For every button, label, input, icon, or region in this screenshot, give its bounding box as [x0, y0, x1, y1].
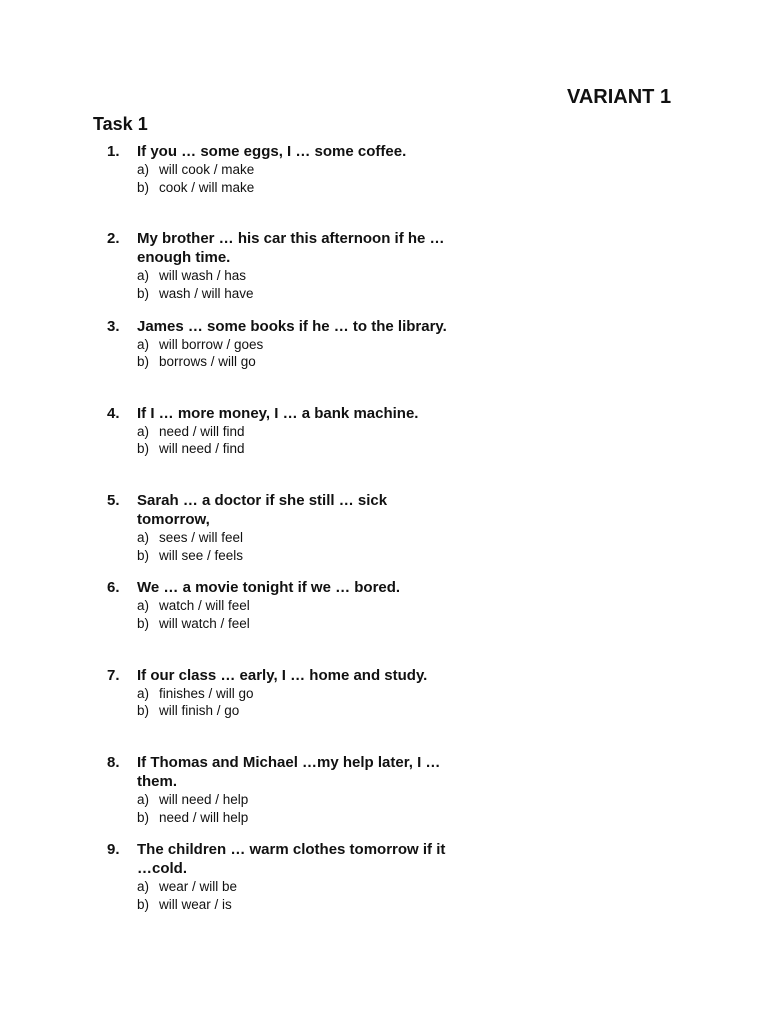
- option-text: will finish / go: [159, 703, 240, 719]
- answer-option[interactable]: [137, 440, 467, 458]
- question-item: [107, 404, 467, 491]
- question-item: [107, 229, 467, 316]
- answer-option[interactable]: [137, 615, 467, 633]
- question-text: Sarah … a doctor if she still … sick tomorrow,: [137, 492, 388, 529]
- option-text: watch / will feel: [159, 598, 250, 614]
- option-text: will need / find: [159, 441, 245, 457]
- question-item: [107, 666, 467, 753]
- option-text: need / will find: [159, 423, 245, 439]
- answer-option[interactable]: [137, 336, 467, 354]
- answer-option[interactable]: [137, 423, 467, 441]
- answer-option[interactable]: [137, 809, 467, 827]
- question-number: 7.: [107, 666, 120, 684]
- option-text: borrows / will go: [159, 354, 256, 370]
- question-list: [107, 142, 467, 928]
- answer-option[interactable]: [137, 353, 467, 371]
- answer-option[interactable]: [137, 161, 467, 179]
- question-item: [107, 142, 467, 229]
- option-text: will borrow / goes: [159, 336, 264, 352]
- option-letter: b): [137, 896, 150, 912]
- question-text: If you … some eggs, I … some coffee.: [137, 143, 407, 160]
- variant-title: VARIANT 1: [567, 86, 672, 108]
- question-number: 8.: [107, 754, 120, 772]
- question-number: 9.: [107, 841, 120, 859]
- option-text: will wear / is: [159, 896, 232, 912]
- option-letter: a): [137, 792, 150, 808]
- option-text: need / will help: [159, 809, 249, 825]
- option-text: finishes / will go: [159, 685, 254, 701]
- option-letter: b): [137, 179, 150, 195]
- option-letter: b): [137, 615, 150, 631]
- option-letter: b): [137, 285, 150, 301]
- option-text: will cook / make: [159, 162, 255, 177]
- answer-option[interactable]: [137, 791, 467, 809]
- option-text: will watch / feel: [159, 615, 250, 631]
- answer-option[interactable]: [137, 878, 467, 896]
- answer-option[interactable]: [137, 547, 467, 565]
- answer-option[interactable]: [137, 285, 467, 303]
- question-number: 2.: [107, 230, 120, 248]
- option-letter: b): [137, 441, 150, 457]
- answer-option[interactable]: [137, 529, 467, 547]
- answer-option[interactable]: [137, 896, 467, 914]
- option-letter: a): [137, 685, 150, 701]
- option-letter: a): [137, 879, 150, 895]
- question-text: We … a movie tonight if we … bored.: [137, 579, 401, 597]
- task-title: Task 1: [93, 114, 148, 134]
- option-letter: a): [137, 268, 150, 284]
- option-letter: a): [137, 162, 150, 177]
- answer-option[interactable]: [137, 267, 467, 285]
- question-text: James … some books if he … to the library.: [137, 317, 447, 335]
- answer-option[interactable]: [137, 179, 467, 197]
- option-text: wear / will be: [159, 879, 238, 895]
- option-text: sees / will feel: [159, 530, 244, 546]
- answer-option[interactable]: [137, 702, 467, 720]
- option-text: will wash / has: [159, 268, 247, 284]
- question-item: [107, 753, 467, 840]
- option-letter: a): [137, 530, 150, 546]
- option-text: will see / feels: [159, 547, 244, 563]
- option-text: cook / will make: [159, 179, 255, 195]
- question-item: [107, 317, 467, 404]
- option-letter: a): [137, 423, 150, 439]
- question-number: 1.: [107, 143, 120, 160]
- option-text: wash / will have: [159, 285, 254, 301]
- option-letter: b): [137, 354, 150, 370]
- question-number: 3.: [107, 317, 120, 335]
- option-letter: b): [137, 809, 150, 825]
- option-text: will need / help: [159, 792, 249, 808]
- question-number: 4.: [107, 404, 120, 422]
- option-letter: a): [137, 598, 150, 614]
- question-item: [107, 491, 467, 578]
- question-number: 5.: [107, 492, 120, 510]
- option-letter: b): [137, 703, 150, 719]
- question-text: If I … more money, I … a bank machine.: [137, 404, 419, 422]
- option-letter: b): [137, 547, 150, 563]
- question-text: If Thomas and Michael …my help later, I … them.: [137, 754, 441, 791]
- answer-option[interactable]: [137, 685, 467, 703]
- question-item: [107, 578, 467, 665]
- question-number: 6.: [107, 579, 120, 597]
- question-item: [107, 840, 467, 927]
- question-text: If our class … early, I … home and study.: [137, 666, 428, 684]
- question-text: My brother … his car this afternoon if he … enough time.: [137, 230, 445, 267]
- answer-option[interactable]: [137, 597, 467, 615]
- option-letter: a): [137, 336, 150, 352]
- question-text: The children … warm clothes tomorrow if it …cold.: [137, 841, 446, 878]
